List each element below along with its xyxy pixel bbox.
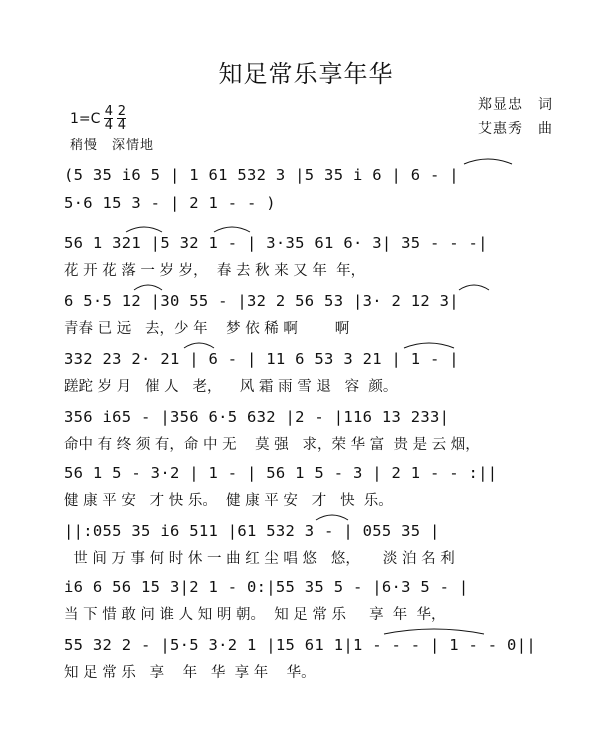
row-lyrics: 世 间 万 事 何 时 休 一 曲 红 尘 唱 悠 悠， 淡 泊 名 利: [64, 551, 455, 567]
row-notes: 56 1 321 |5 32 1 - | 3·35 61 6· 3| 35 - - -|: [64, 234, 488, 252]
row-notes: 6 5·5 12 |30 55 - |32 2 56 53 |3· 2 12 3|: [64, 292, 459, 310]
row-lyrics: 健 康 平 安 才 快 乐。 健 康 平 安 才 快 乐。: [64, 493, 393, 509]
row-notes: ||:055 35 i6 511 |61 532 3 - | 055 35 |: [64, 522, 440, 540]
time-signature-2-top: 2: [117, 104, 127, 119]
composer-credit: 艾惠秀 曲: [478, 121, 553, 137]
row-notes: 55 32 2 - |5·5 3·2 1 |15 61 1|1 - - - | 1 - - 0||: [64, 636, 536, 654]
row-notes: 332 23 2· 21 | 6 - | 11 6 53 3 21 | 1 - |: [64, 350, 459, 368]
time-signature-2-bottom: 4: [117, 118, 127, 133]
tempo-marking: 稍慢 深情地: [70, 138, 155, 153]
row-notes: 356 i65 - |356 6·5 632 |2 - |116 13 233|: [64, 408, 450, 426]
row-lyrics: 命中 有 终 须 有，命 中 无 莫 强 求，荣 华 富 贵 是 云 烟，: [64, 437, 480, 453]
row-notes: 56 1 5 - 3·2 | 1 - | 56 1 5 - 3 | 2 1 - - :||: [64, 464, 498, 482]
row-lyrics: 知 足 常 乐 享 年 华 享 年 华。: [64, 665, 316, 681]
time-signature-1-bottom: 4: [104, 118, 114, 133]
lyricist-credit: 郑显忠 词: [478, 97, 553, 113]
row-lyrics: 当 下 惜 敢 问 谁 人 知 明 朝。 知 足 常 乐 享 年 华，: [64, 607, 446, 623]
key-signature: [70, 106, 126, 131]
page-title: 知足常乐享年华: [218, 60, 394, 88]
time-signature-2: [117, 106, 126, 131]
row-lyrics: 花 开 花 落 一 岁 岁， 春 去 秋 来 又 年 年，: [64, 263, 366, 279]
row-lyrics: 蹉跎 岁 月 催 人 老， 风 霜 雨 雪 退 容 颜。: [64, 379, 398, 395]
row-lyrics: 青春 已 远 去，少 年 梦 依 稀 啊 啊: [64, 321, 350, 337]
row-notes: i6 6 56 15 3|2 1 - 0:|55 35 5 - |6·3 5 - |: [64, 578, 469, 596]
row-notes: (5 35 i6 5 | 1 61 532 3 |5 35 i 6 | 6 - |: [64, 166, 459, 184]
row-notes: 5·6 15 3 - | 2 1 - - ): [64, 194, 276, 212]
time-signature-1: [104, 106, 113, 131]
time-signature-1-top: 4: [104, 104, 114, 119]
key-label: 1=C: [70, 110, 101, 127]
